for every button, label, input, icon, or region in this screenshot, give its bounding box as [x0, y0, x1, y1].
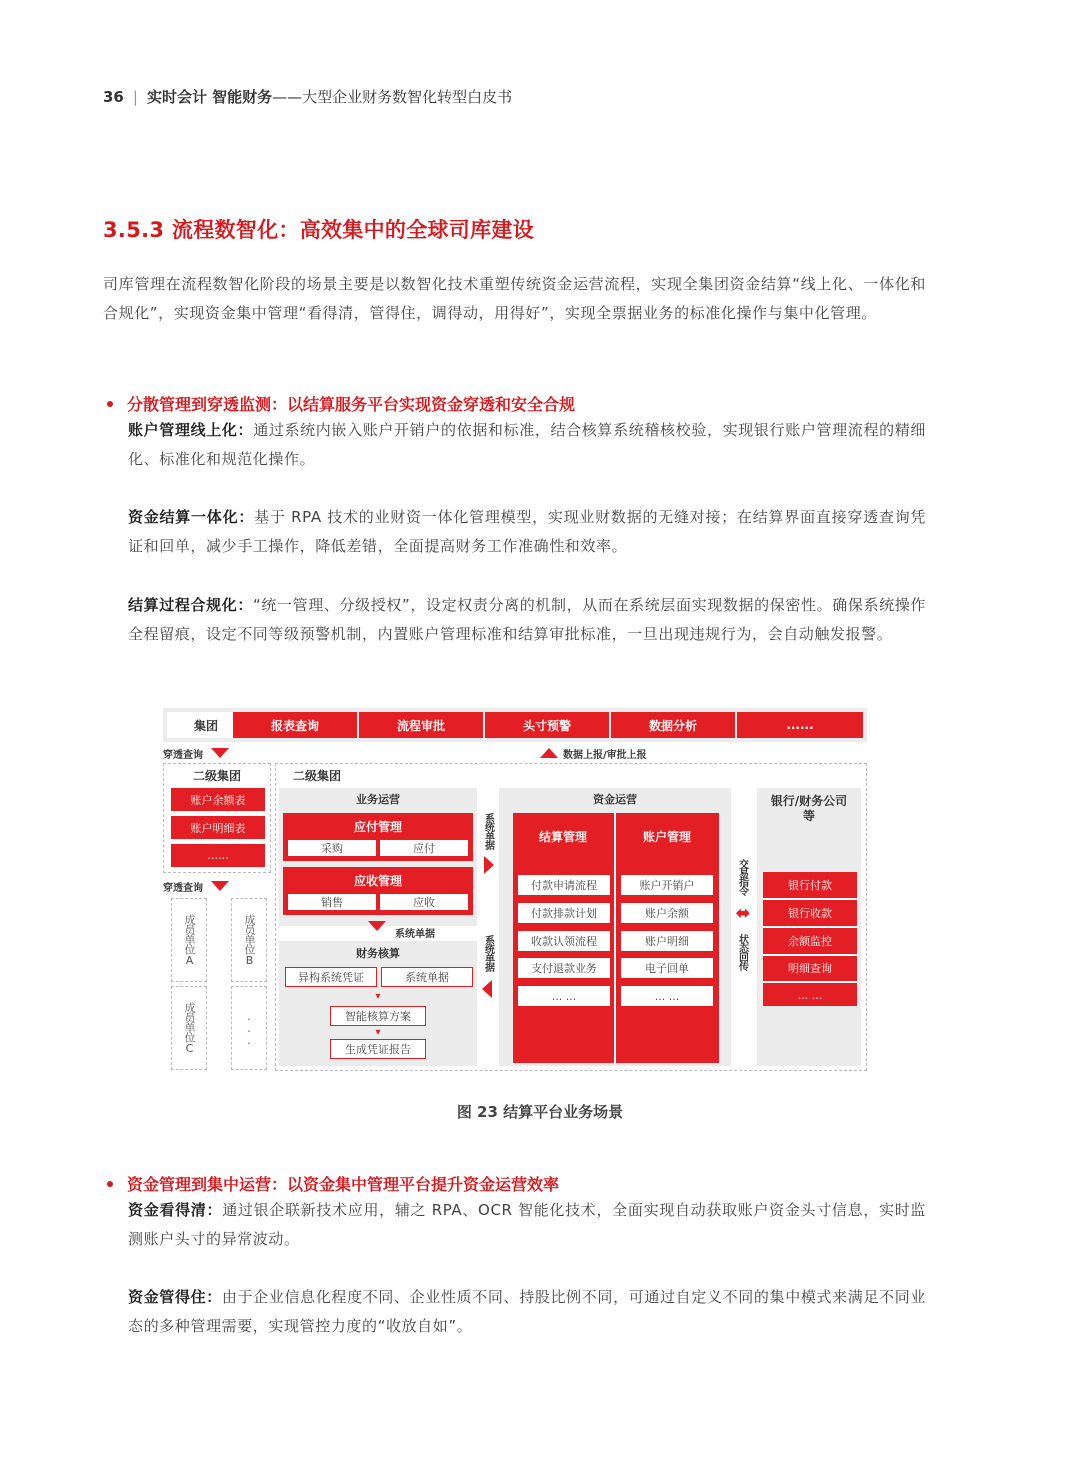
small-arrow-icon: ▾ [375, 1026, 381, 1038]
intro-paragraph: 司库管理在流程数智化阶段的场景主要是以数智化技术重塑传统资金运营流程，实现全集团资金结算“线上化、一体化和合规化”，实现资金集中管理“看得清，管得住，调得动，用得好”，实现全票据业务的标准化操作与集中化管理。 [103, 275, 926, 322]
settlement-platform-diagram [163, 708, 867, 1073]
acct-mgmt-title: 账户管理 [642, 829, 691, 844]
settle-item-receipt-claim: 收款认领流程 [517, 930, 611, 952]
paragraph-text: “统一管理、分级授权”，设定权责分离的机制，从而在系统层面实现数据的保密性。确保系统操作全程留痕，设定不同等级预警机制，内置账户管理标准和结算审批标准，一旦出现违规行为，会自动触发报警。 [128, 596, 926, 643]
paragraph-text: 通过银企联新技术应用，辅之 RPA、OCR 智能化技术，全面实现自动获取账户资金头寸信息，实时监测账户头寸的异常波动。 [128, 1201, 927, 1248]
acct-item-more: ... ... [620, 985, 714, 1007]
bank-divider [763, 898, 857, 900]
group-label: 集团 [167, 712, 245, 738]
tab-report-query: 报表查询 [233, 712, 357, 738]
paragraph-label: 资金结算一体化： [128, 508, 255, 526]
tab-position-alert: 头寸预警 [485, 712, 609, 738]
bullet-dot [107, 1181, 113, 1187]
left-more-item: ...... [171, 844, 265, 867]
secondary-group-title: 二级集团 [293, 768, 342, 783]
bank-item-payment: 银行付款 [788, 879, 832, 892]
account-detail-item: 账户明细表 [171, 816, 265, 839]
paragraph-settlement-integration [128, 503, 926, 561]
bullet-dot [107, 401, 113, 407]
figure-caption: 图 23 结算平台业务场景 [456, 1103, 624, 1121]
smart-plan: 智能核算方案 [330, 1006, 426, 1026]
bank-item-more: ... ... [797, 988, 823, 1002]
running-header [103, 86, 512, 107]
system-doc-vertical-top: 系统单据 [482, 813, 494, 849]
paragraph-label: 资金管得住： [128, 1288, 222, 1306]
member-unit-c: 成员单位C [171, 986, 207, 1070]
receivable-item-sales: 销售 [287, 893, 377, 911]
biz-ops-title: 业务运营 [356, 793, 400, 806]
bullet-title: 分散管理到穿透监测：以结算服务平台实现资金穿透和安全合规 [127, 395, 576, 414]
tab-data-analysis: 数据分析 [611, 712, 735, 738]
fin-acc-heterogeneous-voucher: 异构系统凭证 [285, 967, 377, 987]
bank-divider [763, 981, 857, 983]
left-group-title: 二级集团 [192, 768, 241, 783]
bullet-title: 资金管理到集中运营：以资金集中管理平台提升资金运营效率 [127, 1175, 560, 1194]
header-title-bold: 实时会计 智能财务 [146, 88, 273, 106]
acct-item-open-close: 账户开销户 [620, 874, 714, 896]
fund-ops-divider [614, 813, 616, 1063]
paragraph-fund-controlled [128, 1283, 926, 1341]
paragraph-account-online [128, 416, 926, 474]
paragraph-label: 账户管理线上化： [128, 421, 254, 439]
bank-item-receipt: 银行收款 [788, 907, 832, 920]
receivable-mgmt: 应收管理 [283, 867, 473, 915]
settle-item-payment-apply: 付款申请流程 [517, 874, 611, 896]
status-back-label: 状态回传 [736, 934, 748, 970]
system-doc-label: 系统单据 [395, 928, 435, 940]
payable-item-payable: 应付 [379, 839, 469, 857]
settle-item-more: ... ... [517, 985, 611, 1007]
fin-acc-title: 财务核算 [356, 947, 400, 960]
tab-more: ...... [737, 712, 863, 738]
system-doc-vertical-bottom: 系统单据 [482, 935, 494, 971]
paragraph-text: 基于 RPA 技术的业财资一体化管理模型，实现业财数据的无缝对接；在结算界面直接穿透查询凭证和回单，减少手工操作，降低差错，全面提高财务工作准确性和效率。 [128, 508, 926, 555]
bullet-heading-2 [107, 1172, 559, 1195]
arrow-down-icon [211, 881, 229, 891]
arrow-up-icon [540, 748, 558, 758]
arrow-right-icon [484, 856, 494, 874]
bank-item-detail-query: 明细查询 [788, 962, 832, 975]
paragraph-fund-visible [128, 1196, 926, 1254]
paragraph-process-compliance [128, 591, 926, 649]
acct-item-balance: 账户余额 [620, 902, 714, 924]
acct-item-detail: 账户明细 [620, 930, 714, 952]
payable-item-purchase: 采购 [287, 839, 377, 857]
fin-acc-system-doc: 系统单据 [381, 967, 473, 987]
arrow-down-icon [211, 748, 229, 758]
penetrate-query-label: 穿透查询 [163, 749, 203, 761]
account-balance-item: 账户余额表 [171, 788, 265, 811]
bidirectional-arrow-icon: ⬌ [735, 902, 751, 924]
paragraph-text: 通过系统内嵌入账户开销户的依据和标准，结合核算系统稽核校验，实现银行账户管理流程的精细化、标准化和规范化操作。 [128, 421, 926, 468]
member-unit-a: 成员单位A [171, 898, 207, 982]
generate-report: 生成凭证报告 [330, 1039, 426, 1059]
trade-command-label: 交易指令 [736, 859, 748, 895]
penetrate-query-label-2: 穿透查询 [163, 882, 203, 894]
settle-mgmt-title: 结算管理 [538, 829, 587, 844]
receivable-item-receivable: 应收 [379, 893, 469, 911]
page-number: 36 [103, 88, 124, 106]
bank-divider [763, 926, 857, 928]
bank-title: 银行/财务公司等 [770, 794, 848, 823]
arrow-left-icon [482, 980, 492, 998]
section-title: 3.5.3 流程数智化：高效集中的全球司库建设 [103, 218, 534, 242]
paragraph-label: 资金看得清： [128, 1201, 223, 1219]
paragraph-label: 结算过程合规化： [128, 596, 253, 614]
data-report-label: 数据上报/审批上报 [563, 749, 647, 761]
payable-mgmt: 应付管理 [283, 813, 473, 861]
settle-item-payment-plan: 付款排款计划 [517, 902, 611, 924]
arrow-down-icon [368, 921, 386, 931]
settle-item-refund: 支付退款业务 [517, 957, 611, 979]
bank-divider [763, 954, 857, 956]
small-arrow-icon: ▾ [375, 990, 381, 1002]
tab-process-approval: 流程审批 [359, 712, 483, 738]
fund-ops-title: 资金运营 [593, 793, 637, 806]
header-title-rest: ——大型企业财务数智化转型白皮书 [272, 88, 513, 106]
header-divider: | [132, 88, 138, 106]
member-unit-b: 成员单位B [231, 898, 267, 982]
bank-item-balance-monitor: 余额监控 [788, 935, 832, 948]
bullet-heading-1 [107, 392, 575, 415]
acct-item-e-receipt: 电子回单 [620, 957, 714, 979]
member-unit-more: ... [231, 986, 267, 1070]
paragraph-text: 由于企业信息化程度不同、企业性质不同、持股比例不同，可通过自定义不同的集中模式来满足不同业态的多种管理需要，实现管控力度的“收放自如”。 [128, 1288, 926, 1335]
